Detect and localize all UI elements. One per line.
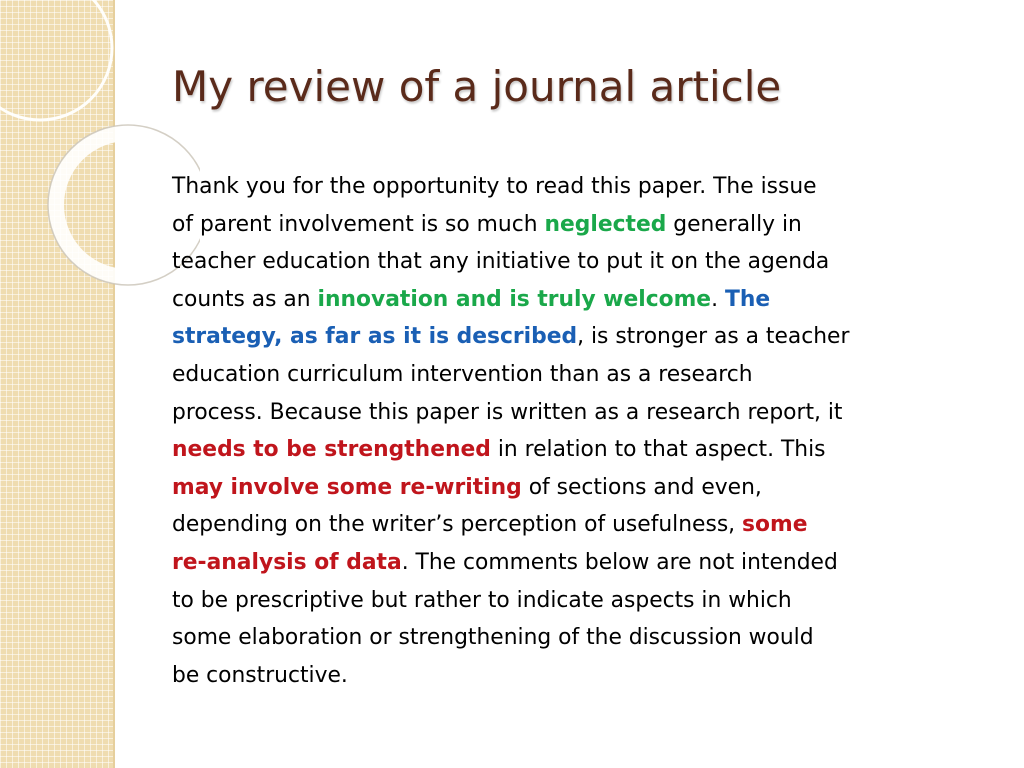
text-line: [172, 469, 972, 507]
text-run: , is stronger as a teacher: [577, 324, 850, 350]
text-line: [172, 281, 972, 319]
text-run: of sections and even,: [521, 474, 762, 500]
highlight-innovation: innovation and is truly welcome: [317, 286, 712, 312]
highlight-strengthened: needs to be strengthened: [172, 437, 491, 463]
text-run: .: [711, 286, 725, 312]
highlight-strategy: strategy, as far as it is described: [172, 324, 578, 350]
text-run: education curriculum intervention than as a research: [172, 361, 753, 387]
text-line: [172, 394, 972, 432]
highlight-rewriting: may involve some re-writing: [172, 474, 522, 500]
text-run: Thank you for the opportunity to read this paper. The issue: [172, 174, 817, 199]
text-line: [172, 431, 972, 469]
text-line: [172, 544, 972, 582]
text-run: some elaboration or strengthening of the discussion would: [172, 625, 814, 651]
text-run: be constructive.: [172, 662, 348, 688]
highlight-reanalysis: re-analysis of data: [172, 549, 402, 575]
text-run: generally in: [666, 211, 802, 237]
highlight-strategy-start: The: [724, 286, 771, 312]
text-run: process. Because this paper is written as a research report, it: [172, 399, 843, 425]
text-line: [172, 619, 972, 657]
text-line: [172, 582, 972, 620]
text-run: in relation to that aspect. This: [490, 437, 826, 463]
text-run: counts as an: [172, 286, 318, 312]
text-line: [172, 356, 972, 394]
text-line: [172, 243, 972, 281]
text-run: of parent involvement is so much: [172, 211, 545, 237]
text-line: [172, 657, 972, 695]
text-line: [172, 506, 972, 544]
text-line: [172, 318, 972, 356]
deco-circle-large: [0, 0, 112, 120]
text-run: . The comments below are not intended: [401, 549, 838, 575]
text-line: [172, 168, 972, 206]
text-line: [172, 206, 972, 244]
slide-title: My review of a journal article: [172, 62, 782, 111]
review-paragraph: [172, 168, 972, 694]
text-run: depending on the writer’s perception of usefulness,: [172, 512, 743, 538]
decorative-circles: [0, 0, 200, 330]
text-run: teacher education that any initiative to put it on the agenda: [172, 249, 830, 275]
highlight-some: some: [742, 512, 808, 538]
highlight-neglected: neglected: [544, 211, 667, 237]
text-run: to be prescriptive but rather to indicate aspects in which: [172, 587, 792, 613]
